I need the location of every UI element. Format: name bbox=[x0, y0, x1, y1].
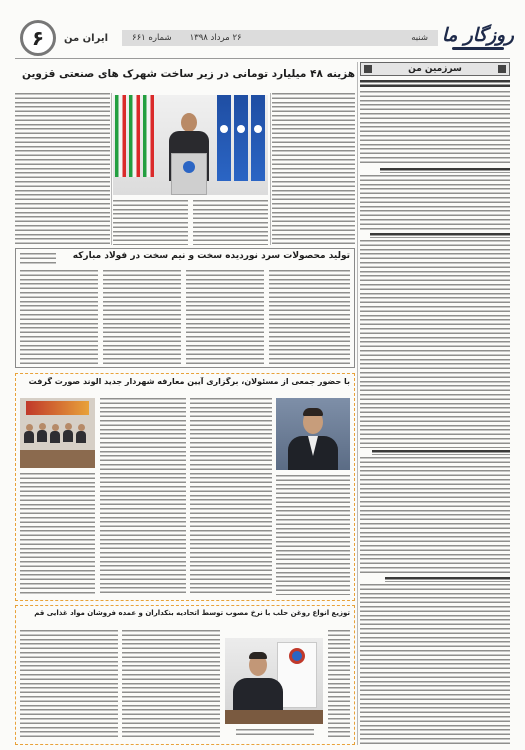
person-head bbox=[52, 424, 59, 431]
column-divider bbox=[270, 93, 271, 245]
sidebar-column bbox=[360, 62, 510, 745]
date-bar bbox=[122, 30, 438, 46]
person-hair bbox=[249, 652, 267, 659]
sidebar-body-text bbox=[360, 175, 510, 231]
person-head bbox=[65, 423, 72, 430]
speaker-head bbox=[181, 113, 197, 132]
sidebar-divider bbox=[357, 62, 358, 745]
article-body-text bbox=[20, 630, 118, 740]
article-headline: با حضور جمعی از مسئولان، برگزاری آیین معارفه شهردار جدید الوند صورت گرفت bbox=[28, 377, 350, 386]
article-headline: توزیع انواع روغن حلب با نرخ مصوب توسط اتحادیه بنکداران و عمده فروشان مواد غذایی قم bbox=[34, 609, 350, 617]
day-label: شنبه bbox=[411, 33, 428, 43]
column-divider bbox=[111, 93, 112, 245]
banner-shape bbox=[217, 95, 231, 181]
person-head bbox=[39, 423, 46, 430]
article-body-text bbox=[15, 93, 110, 245]
person-body bbox=[76, 431, 86, 443]
article-body-text bbox=[122, 630, 220, 740]
article-body-text bbox=[20, 270, 98, 364]
article-headline: تولید محصولات سرد نوردیده سخت و نیم سخت در فولاد مبارکه bbox=[72, 251, 350, 261]
date-label: ۲۶ مرداد ۱۳۹۸ bbox=[189, 33, 242, 43]
podium-emblem-icon bbox=[183, 161, 195, 173]
article-body-text bbox=[113, 200, 188, 245]
person-body bbox=[50, 431, 60, 443]
date-issue-group bbox=[132, 33, 242, 43]
article-body-text bbox=[103, 270, 181, 364]
page-number-badge: ۶ bbox=[20, 20, 56, 56]
sidebar-body-text bbox=[360, 457, 510, 575]
banner-shape bbox=[251, 95, 265, 181]
article-body-text bbox=[193, 200, 268, 245]
issue-label: شماره ۶۶۱ bbox=[132, 33, 172, 43]
union-head-photo bbox=[225, 638, 323, 724]
person-body bbox=[63, 430, 73, 442]
page-section-title: ایران من bbox=[63, 33, 109, 44]
sidebar-body-text bbox=[360, 584, 510, 744]
sidebar-subhead bbox=[360, 80, 510, 89]
sidebar-subhead bbox=[385, 577, 510, 582]
ceremony-banner bbox=[26, 401, 89, 415]
sidebar-subhead bbox=[380, 168, 510, 173]
podium-speaker-photo bbox=[113, 95, 268, 195]
article-body-text bbox=[269, 270, 350, 364]
flag-shape bbox=[129, 95, 140, 177]
flag-shape bbox=[143, 95, 154, 177]
sidebar-subhead bbox=[370, 233, 510, 238]
sidebar-body-text bbox=[360, 91, 510, 166]
article-body-text bbox=[272, 93, 355, 245]
person-body bbox=[37, 430, 47, 442]
logo-underline bbox=[452, 47, 504, 50]
article-body-text bbox=[20, 473, 95, 595]
desk bbox=[225, 710, 323, 724]
ceremony-group-photo bbox=[20, 398, 95, 468]
article-body-text bbox=[276, 475, 350, 595]
sidebar-subhead bbox=[372, 450, 510, 455]
podium bbox=[171, 153, 207, 195]
banner-shape bbox=[234, 95, 248, 181]
person-head bbox=[26, 424, 33, 431]
meeting-table bbox=[20, 450, 95, 468]
portrait-hair bbox=[303, 408, 323, 416]
article-body-text bbox=[190, 398, 272, 595]
article-body-text bbox=[100, 398, 186, 595]
newspaper-logo: روزگار ما bbox=[442, 25, 514, 46]
article-headline: هزینه ۴۸ میلیارد تومانی در زیر ساخت شهرک های صنعتی قزوین bbox=[22, 68, 355, 80]
union-logo-icon bbox=[289, 648, 305, 664]
mayor-portrait-photo bbox=[276, 398, 350, 470]
photo-caption bbox=[236, 729, 314, 737]
article-body-text bbox=[186, 270, 264, 364]
article-body-text bbox=[328, 630, 350, 740]
person-body bbox=[24, 431, 34, 443]
article-body-text bbox=[20, 253, 56, 265]
sidebar-body-text bbox=[360, 240, 510, 448]
flag-shape bbox=[115, 95, 126, 177]
sidebar-header: سرزمین من bbox=[360, 62, 510, 76]
masthead-divider bbox=[15, 58, 510, 59]
person-head bbox=[78, 424, 85, 431]
